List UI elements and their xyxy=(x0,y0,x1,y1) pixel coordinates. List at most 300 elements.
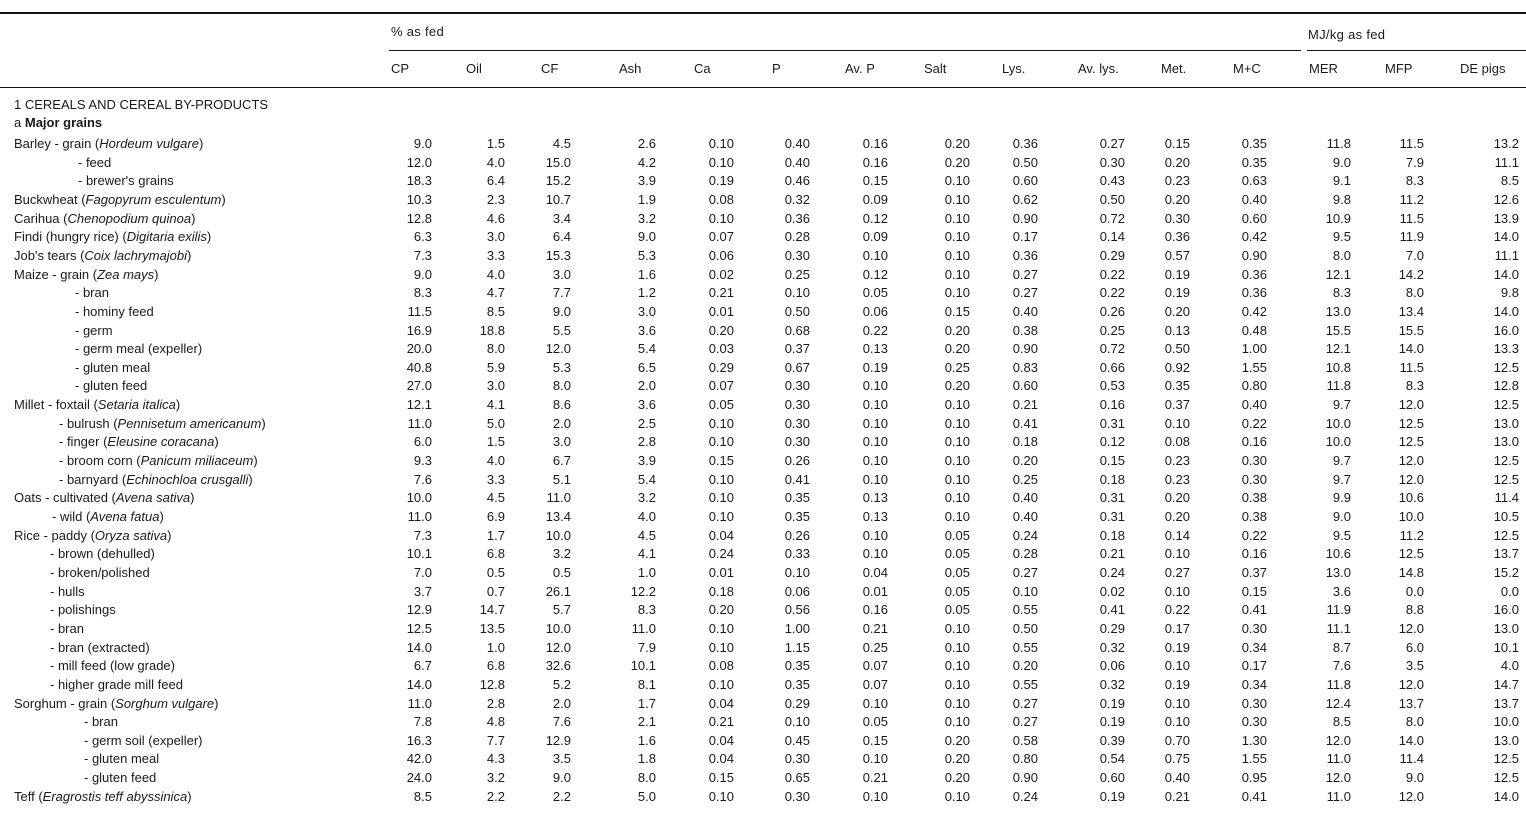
row-latin-name: Hordeum vulgare xyxy=(99,136,199,151)
row-label xyxy=(59,416,266,432)
cell-av-lys: 0.19 xyxy=(1099,714,1125,730)
cell-mer: 9.0 xyxy=(1332,154,1351,170)
cell-lys: 0.27 xyxy=(1012,714,1038,730)
cell-p: 0.40 xyxy=(784,136,810,151)
cell-cf: 7.7 xyxy=(552,285,571,301)
cell-mfp: 0.0 xyxy=(1405,583,1424,599)
cell-av-lys: 0.54 xyxy=(1099,751,1125,767)
row-latin-name: Setaria italica xyxy=(97,397,176,413)
table-row xyxy=(0,751,1526,770)
cell-av-lys: 0.06 xyxy=(1099,658,1125,674)
cell-ash: 3.6 xyxy=(637,397,656,413)
cell-ash: 11.0 xyxy=(631,620,656,636)
cell-mfp: 7.9 xyxy=(1405,154,1424,170)
cell-ca: 0.21 xyxy=(708,714,734,730)
cell-cf: 5.3 xyxy=(552,359,571,375)
row-label xyxy=(14,267,159,283)
cell-cp: 12.8 xyxy=(406,210,432,226)
cell-av-p: 0.07 xyxy=(862,658,888,674)
cell-met: 0.14 xyxy=(1164,527,1190,543)
cell-av-p: 0.10 xyxy=(862,527,888,543)
cell-cp: 9.3 xyxy=(413,453,432,468)
cell-p: 0.30 xyxy=(784,434,810,450)
row-label xyxy=(50,602,116,618)
cell-mfp: 8.0 xyxy=(1405,285,1424,301)
cell-oil: 0.7 xyxy=(486,583,505,599)
row-label xyxy=(14,248,191,264)
cell-ca: 0.10 xyxy=(708,434,734,450)
cell-salt: 0.10 xyxy=(944,434,970,450)
cell-av-p: 0.21 xyxy=(862,620,888,636)
cell-av-lys: 0.29 xyxy=(1099,620,1125,636)
cell-de-pigs: 13.9 xyxy=(1493,210,1519,226)
cell-cf: 9.0 xyxy=(552,770,571,786)
cell-lys: 0.58 xyxy=(1012,732,1038,748)
cell-av-p: 0.07 xyxy=(862,676,888,692)
cell-ash: 4.1 xyxy=(637,546,656,562)
row-label xyxy=(75,360,150,376)
cell-cf: 5.7 xyxy=(552,602,571,618)
cell-ash: 1.7 xyxy=(637,695,656,711)
cell-ash: 2.8 xyxy=(637,434,656,450)
cell-ca: 0.18 xyxy=(708,583,734,599)
row-label-text: Carihua ( xyxy=(14,210,68,226)
cell-salt: 0.05 xyxy=(944,583,970,599)
cell-mer: 11.8 xyxy=(1326,378,1351,394)
cell-cp: 11.0 xyxy=(407,509,432,524)
cell-av-lys: 0.15 xyxy=(1099,453,1125,468)
cell-salt: 0.10 xyxy=(944,695,970,711)
cell-de-pigs: 8.5 xyxy=(1500,173,1519,189)
column-header-10: Met. xyxy=(1161,61,1187,76)
cell-mfp: 11.2 xyxy=(1399,191,1424,207)
cell-mfp: 11.2 xyxy=(1399,527,1424,543)
column-header-0: CP xyxy=(391,61,410,76)
cell-met: 0.23 xyxy=(1164,173,1190,189)
cell-cp: 24.0 xyxy=(406,770,432,786)
cell-salt: 0.10 xyxy=(944,509,970,524)
table-row xyxy=(0,658,1526,677)
cell-p: 0.30 xyxy=(784,788,810,804)
cell-met: 0.37 xyxy=(1164,397,1190,413)
cell-mfp: 8.0 xyxy=(1405,714,1424,730)
cell-av-p: 0.12 xyxy=(862,210,888,226)
cell-ash: 1.6 xyxy=(637,266,656,282)
cell-oil: 7.7 xyxy=(486,732,505,748)
row-label xyxy=(84,733,202,749)
cell-ca: 0.04 xyxy=(708,751,734,767)
cell-ash: 1.2 xyxy=(637,285,656,301)
cell-cp: 6.7 xyxy=(413,658,432,674)
cell-de-pigs: 12.5 xyxy=(1493,471,1519,487)
row-label-text: Findi (hungry rice) ( xyxy=(14,229,127,245)
cell-mfp: 12.5 xyxy=(1398,546,1424,562)
cell-met: 0.10 xyxy=(1164,695,1190,711)
cell-lys: 0.36 xyxy=(1012,247,1038,263)
cell-av-lys: 0.22 xyxy=(1099,266,1125,282)
cell-lys: 0.36 xyxy=(1012,136,1038,151)
cell-mer: 12.4 xyxy=(1325,695,1351,711)
cell-salt: 0.10 xyxy=(944,285,970,301)
cell-met: 0.50 xyxy=(1164,341,1190,357)
cell-ash: 1.0 xyxy=(637,565,656,580)
cell-av-p: 0.10 xyxy=(862,453,888,468)
cell-av-p: 0.09 xyxy=(862,229,888,245)
row-label-text: - bulrush ( xyxy=(59,415,118,431)
cell-ca: 0.07 xyxy=(708,378,734,394)
table-row xyxy=(0,640,1526,659)
cell-oil: 4.6 xyxy=(486,210,505,226)
cell-ca: 0.02 xyxy=(708,266,734,282)
table-row xyxy=(0,789,1526,808)
subsection-prefix: a xyxy=(14,115,22,130)
table-row xyxy=(0,584,1526,603)
cell-m-c: 0.35 xyxy=(1241,154,1267,170)
cell-salt: 0.10 xyxy=(944,471,970,487)
row-label xyxy=(59,453,258,469)
row-label-text: Sorghum - grain ( xyxy=(14,695,116,711)
row-label-text: Barley - grain ( xyxy=(14,136,100,151)
cell-cf: 15.0 xyxy=(545,154,571,170)
row-label xyxy=(14,229,211,245)
cell-oil: 3.3 xyxy=(486,471,505,487)
row-label-text: - brewer's grains xyxy=(78,173,174,189)
cell-cp: 7.8 xyxy=(413,714,432,730)
row-label-text: Job's tears ( xyxy=(14,247,85,263)
cell-av-p: 0.15 xyxy=(862,173,888,189)
cell-mer: 11.0 xyxy=(1326,788,1351,804)
cell-de-pigs: 4.0 xyxy=(1500,658,1519,674)
cell-de-pigs: 11.4 xyxy=(1494,490,1519,506)
table-row xyxy=(0,528,1526,547)
cell-mer: 9.7 xyxy=(1332,453,1351,468)
cell-av-lys: 0.27 xyxy=(1099,136,1125,151)
cell-av-p: 0.21 xyxy=(862,770,888,786)
cell-mer: 10.0 xyxy=(1325,434,1351,450)
cell-de-pigs: 12.5 xyxy=(1493,770,1519,786)
cell-m-c: 0.30 xyxy=(1241,471,1267,487)
cell-salt: 0.05 xyxy=(944,546,970,562)
table-row xyxy=(0,416,1526,435)
row-label-text: - germ meal (expeller) xyxy=(75,341,203,357)
cell-av-lys: 0.50 xyxy=(1099,191,1125,207)
cell-de-pigs: 12.5 xyxy=(1493,453,1519,468)
cell-mer: 9.5 xyxy=(1332,527,1351,543)
cell-salt: 0.05 xyxy=(944,527,970,543)
cell-met: 0.40 xyxy=(1164,770,1190,786)
cell-cf: 10.7 xyxy=(545,191,571,207)
cell-mfp: 7.0 xyxy=(1405,247,1424,263)
cell-cf: 9.0 xyxy=(552,303,571,319)
cell-salt: 0.10 xyxy=(944,620,970,636)
table-row xyxy=(0,285,1526,304)
table-row xyxy=(0,472,1526,491)
row-label-text: - broken/polished xyxy=(50,565,150,580)
cell-de-pigs: 9.8 xyxy=(1500,285,1519,301)
cell-mer: 9.7 xyxy=(1332,471,1351,487)
row-latin-name: Chenopodium quinoa xyxy=(67,210,192,226)
cell-ash: 8.3 xyxy=(637,602,656,618)
cell-ca: 0.01 xyxy=(708,565,734,580)
cell-av-p: 0.01 xyxy=(862,583,888,599)
cell-met: 0.22 xyxy=(1164,602,1190,618)
column-header-3: Ash xyxy=(619,61,642,76)
cell-mer: 8.7 xyxy=(1332,639,1351,655)
cell-oil: 4.0 xyxy=(486,154,505,170)
cell-mfp: 12.0 xyxy=(1398,620,1424,636)
cell-de-pigs: 13.0 xyxy=(1493,434,1519,450)
cell-m-c: 1.30 xyxy=(1241,732,1267,748)
cell-mfp: 11.5 xyxy=(1399,359,1424,375)
cell-met: 0.17 xyxy=(1164,620,1190,636)
cell-av-p: 0.19 xyxy=(862,359,888,375)
row-label-text: - feed xyxy=(78,154,112,170)
cell-av-p: 0.10 xyxy=(862,415,888,431)
cell-lys: 0.40 xyxy=(1012,490,1038,506)
cell-p: 0.35 xyxy=(784,490,810,506)
row-latin-name: Oryza sativa xyxy=(94,527,168,543)
column-header-7: Salt xyxy=(924,61,947,76)
cell-mer: 12.1 xyxy=(1325,266,1351,282)
row-label xyxy=(52,509,164,525)
cell-av-lys: 0.26 xyxy=(1099,303,1125,319)
cell-de-pigs: 11.1 xyxy=(1494,154,1519,170)
cell-ca: 0.10 xyxy=(708,676,734,692)
cell-av-p: 0.13 xyxy=(862,341,888,357)
cell-mer: 11.8 xyxy=(1326,676,1351,692)
cell-av-lys: 0.60 xyxy=(1099,770,1125,786)
cell-m-c: 0.38 xyxy=(1241,509,1267,524)
cell-cf: 26.1 xyxy=(545,583,571,599)
cell-lys: 0.10 xyxy=(1012,583,1038,599)
cell-salt: 0.20 xyxy=(944,154,970,170)
cell-ca: 0.15 xyxy=(708,453,734,468)
cell-met: 0.30 xyxy=(1164,210,1190,226)
cell-salt: 0.05 xyxy=(944,602,970,618)
cell-oil: 6.4 xyxy=(486,173,505,189)
row-latin-name: Sorghum vulgare xyxy=(115,695,215,711)
cell-mer: 12.1 xyxy=(1325,341,1351,357)
cell-mer: 8.3 xyxy=(1332,285,1351,301)
cell-oil: 3.0 xyxy=(486,378,505,394)
row-label-text: - bran xyxy=(75,285,109,301)
row-label-text: - germ xyxy=(75,322,113,338)
cell-mfp: 9.0 xyxy=(1405,770,1424,786)
cell-m-c: 0.36 xyxy=(1241,266,1267,282)
cell-m-c: 0.48 xyxy=(1241,322,1267,338)
cell-av-p: 0.25 xyxy=(862,639,888,655)
cell-lys: 0.27 xyxy=(1012,695,1038,711)
cell-salt: 0.10 xyxy=(944,490,970,506)
cell-mer: 3.6 xyxy=(1332,583,1351,599)
cell-p: 0.32 xyxy=(784,191,810,207)
cell-ca: 0.20 xyxy=(708,322,734,338)
cell-ash: 7.9 xyxy=(637,639,656,655)
cell-av-lys: 0.19 xyxy=(1099,788,1125,804)
row-label-text: Buckwheat ( xyxy=(14,191,86,207)
cell-p: 0.30 xyxy=(784,247,810,263)
cell-lys: 0.50 xyxy=(1012,620,1038,636)
cell-ca: 0.04 xyxy=(708,527,734,543)
cell-mfp: 6.0 xyxy=(1405,639,1424,655)
cell-mfp: 15.5 xyxy=(1398,322,1424,338)
cell-mfp: 12.0 xyxy=(1398,471,1424,487)
table-row xyxy=(0,453,1526,472)
cell-met: 0.10 xyxy=(1164,714,1190,730)
table-row xyxy=(0,248,1526,267)
cell-salt: 0.20 xyxy=(944,378,970,394)
cell-met: 0.23 xyxy=(1164,453,1190,468)
row-label xyxy=(50,677,183,693)
cell-av-p: 0.04 xyxy=(862,565,888,580)
cell-av-p: 0.16 xyxy=(862,154,888,170)
cell-cf: 12.0 xyxy=(545,341,571,357)
cell-lys: 0.90 xyxy=(1012,341,1038,357)
table-row xyxy=(0,696,1526,715)
cell-oil: 1.5 xyxy=(486,136,505,151)
row-label-text: - bran xyxy=(84,714,118,730)
cell-cp: 11.0 xyxy=(407,695,432,711)
cell-av-lys: 0.24 xyxy=(1099,565,1125,580)
cell-ca: 0.21 xyxy=(708,285,734,301)
cell-mfp: 13.4 xyxy=(1398,303,1424,319)
row-label-text: - finger ( xyxy=(59,434,108,450)
cell-m-c: 0.90 xyxy=(1241,247,1267,263)
cell-ash: 5.4 xyxy=(637,341,656,357)
cell-oil: 12.8 xyxy=(479,676,505,692)
cell-cf: 3.4 xyxy=(552,210,571,226)
cell-av-lys: 0.31 xyxy=(1099,509,1125,524)
cell-cf: 3.5 xyxy=(552,751,571,767)
cell-av-p: 0.10 xyxy=(862,751,888,767)
cell-cp: 12.9 xyxy=(406,602,432,618)
cell-m-c: 0.40 xyxy=(1241,397,1267,413)
cell-av-p: 0.15 xyxy=(862,732,888,748)
cell-m-c: 0.80 xyxy=(1241,378,1267,394)
cell-cf: 3.0 xyxy=(552,266,571,282)
column-header-9: Av. lys. xyxy=(1078,61,1119,76)
cell-p: 0.50 xyxy=(784,303,810,319)
row-label-text: Oats - cultivated ( xyxy=(14,490,116,506)
cell-cp: 20.0 xyxy=(406,341,432,357)
row-label xyxy=(59,472,253,488)
cell-cf: 8.6 xyxy=(552,397,571,413)
cell-cf: 5.5 xyxy=(552,322,571,338)
cell-salt: 0.10 xyxy=(944,173,970,189)
cell-de-pigs: 13.0 xyxy=(1493,732,1519,748)
cell-de-pigs: 12.8 xyxy=(1493,378,1519,394)
cell-av-p: 0.10 xyxy=(862,434,888,450)
cell-oil: 6.8 xyxy=(486,546,505,562)
row-latin-name: Echinochloa crusgalli xyxy=(126,471,249,487)
row-latin-name: Fagopyrum esculentum xyxy=(85,191,222,207)
cell-av-lys: 0.14 xyxy=(1099,229,1125,245)
cell-salt: 0.10 xyxy=(944,788,970,804)
cell-ash: 1.6 xyxy=(637,732,656,748)
cell-av-lys: 0.72 xyxy=(1099,341,1125,357)
cell-ca: 0.10 xyxy=(708,490,734,506)
cell-p: 0.30 xyxy=(784,751,810,767)
cell-ca: 0.15 xyxy=(708,770,734,786)
cell-av-p: 0.10 xyxy=(862,471,888,487)
cell-m-c: 1.00 xyxy=(1241,341,1267,357)
section-title: 1 CEREALS AND CEREAL BY-PRODUCTS xyxy=(14,97,269,112)
cell-m-c: 0.16 xyxy=(1241,546,1267,562)
column-header-6: Av. P xyxy=(845,61,875,76)
cell-cf: 5.1 xyxy=(552,471,571,487)
cell-p: 0.36 xyxy=(784,210,810,226)
row-label xyxy=(14,136,203,152)
cell-de-pigs: 13.3 xyxy=(1493,341,1519,357)
cell-met: 0.10 xyxy=(1164,415,1190,431)
cell-m-c: 0.60 xyxy=(1241,210,1267,226)
cell-av-lys: 0.53 xyxy=(1099,378,1125,394)
cell-lys: 0.90 xyxy=(1012,210,1038,226)
cell-cp: 12.5 xyxy=(406,620,432,636)
cell-de-pigs: 12.5 xyxy=(1493,751,1519,767)
cell-de-pigs: 13.0 xyxy=(1493,415,1519,431)
cell-ash: 12.2 xyxy=(630,583,656,599)
cell-p: 0.29 xyxy=(784,695,810,711)
row-label-tail: ) xyxy=(187,788,192,804)
row-label-text: - gluten meal xyxy=(84,751,160,767)
table-row xyxy=(0,677,1526,696)
cell-mfp: 11.5 xyxy=(1399,136,1424,151)
row-latin-name: Zea mays xyxy=(97,266,155,282)
row-label xyxy=(14,490,194,506)
cell-oil: 4.0 xyxy=(486,453,505,468)
column-header-13: MFP xyxy=(1385,61,1413,76)
table-row xyxy=(0,192,1526,211)
cell-mer: 9.9 xyxy=(1332,490,1351,506)
cell-p: 0.25 xyxy=(784,266,810,282)
row-label-text: - broom corn ( xyxy=(59,453,141,468)
cell-m-c: 0.35 xyxy=(1241,136,1267,151)
column-header-14: DE pigs xyxy=(1460,61,1506,76)
cell-lys: 0.27 xyxy=(1012,565,1038,580)
cell-cf: 10.0 xyxy=(545,527,571,543)
cell-mer: 15.5 xyxy=(1325,322,1351,338)
cell-mfp: 8.8 xyxy=(1405,602,1424,618)
cell-met: 0.10 xyxy=(1164,658,1190,674)
cell-salt: 0.20 xyxy=(944,751,970,767)
cell-cf: 7.6 xyxy=(552,714,571,730)
cell-av-lys: 0.31 xyxy=(1099,415,1125,431)
cell-lys: 0.20 xyxy=(1012,658,1038,674)
row-label xyxy=(75,285,109,301)
cell-de-pigs: 10.0 xyxy=(1493,714,1519,730)
table-row xyxy=(0,229,1526,248)
cell-lys: 0.55 xyxy=(1012,676,1038,692)
cell-mfp: 14.0 xyxy=(1398,341,1424,357)
cell-oil: 4.1 xyxy=(486,397,505,413)
cell-de-pigs: 14.0 xyxy=(1493,788,1519,804)
cell-lys: 0.40 xyxy=(1012,303,1038,319)
cell-salt: 0.10 xyxy=(944,210,970,226)
row-label xyxy=(50,546,155,562)
row-label xyxy=(14,211,195,227)
cell-mer: 11.8 xyxy=(1326,136,1351,151)
cell-cf: 3.0 xyxy=(552,434,571,450)
table-row xyxy=(0,360,1526,379)
cell-mer: 13.0 xyxy=(1325,303,1351,319)
cell-de-pigs: 14.0 xyxy=(1493,266,1519,282)
cell-oil: 1.5 xyxy=(486,434,505,450)
cell-p: 0.30 xyxy=(784,378,810,394)
cell-m-c: 0.17 xyxy=(1241,658,1267,674)
cell-cp: 16.3 xyxy=(406,732,432,748)
cell-av-p: 0.06 xyxy=(862,303,888,319)
